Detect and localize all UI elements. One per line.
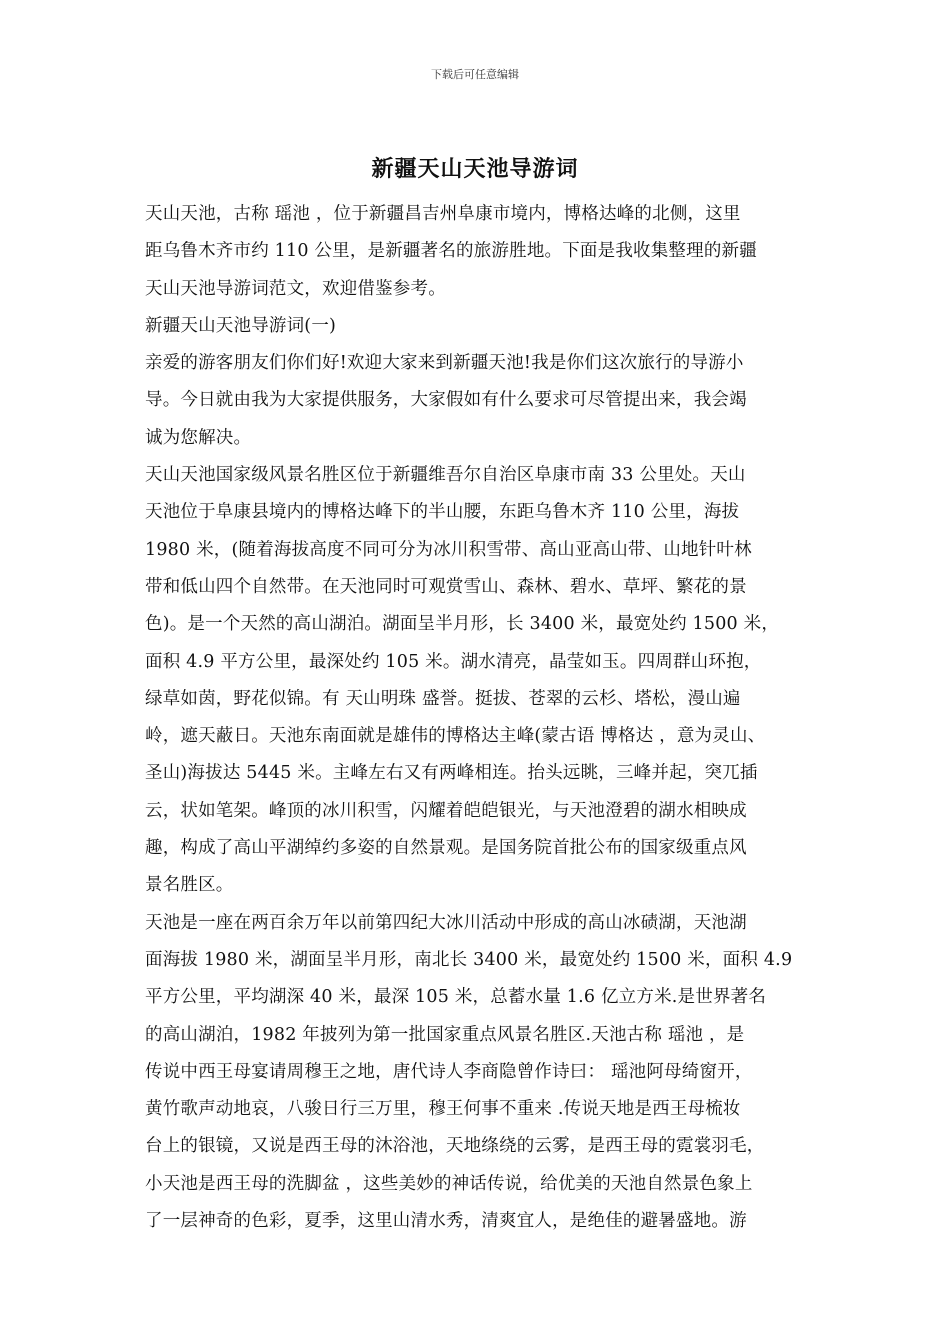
text-line: 圣山)海拔达 5445 米。主峰左右又有两峰相连。抬头远眺，三峰并起，突兀插 bbox=[145, 763, 758, 784]
text-line: 天山天池，古称 瑶池 ，位于新疆昌吉州阜康市境内，博格达峰的北侧，这里 bbox=[145, 204, 741, 224]
text-line: 岭，遮天蔽日。天池东南面就是雄伟的博格达主峰(蒙古语 博格达 ，意为灵山、 bbox=[145, 726, 766, 747]
text-line: 面海拔 1980 米，湖面呈半月形，南北长 3400 米，最宽处约 1500 米，面积 4.9 bbox=[145, 949, 793, 970]
text-line: 的高山湖泊，1982 年披列为第一批国家重点风景名胜区.天池古称 瑶池 ，是 bbox=[145, 1024, 745, 1045]
section-heading: 新疆天山天池导游词(一) bbox=[145, 315, 337, 336]
text-line: 导。今日就由我为大家提供服务，大家假如有什么要求可尽管提出来，我会竭 bbox=[145, 390, 747, 411]
text-line: 了一层神奇的色彩，夏季，这里山清水秀，清爽宜人，是绝佳的避暑盛地。游 bbox=[145, 1211, 747, 1232]
text-line: 1980 米，(随着海拔高度不同可分为冰川积雪带、高山亚高山带、山地针叶林 bbox=[145, 539, 752, 560]
text-line: 色)。是一个天然的高山湖泊。湖面呈半月形，长 3400 米，最宽处约 1500 米， bbox=[145, 614, 780, 635]
text-line: 天山天池国家级风景名胜区位于新疆维吾尔自治区阜康市南 33 公里处。天山 bbox=[145, 465, 746, 486]
text-line: 亲爱的游客朋友们你们好!欢迎大家来到新疆天池!我是你们这次旅行的导游小 bbox=[145, 353, 744, 374]
text-line: 天池是一座在两百余万年以前第四纪大冰川活动中形成的高山冰碛湖，天池湖 bbox=[145, 912, 747, 933]
text-line: 带和低山四个自然带。在天池同时可观赏雪山、森林、碧水、草坪、繁花的景 bbox=[145, 576, 747, 597]
text-line: 景名胜区。 bbox=[145, 875, 234, 896]
text-line: 平方公里，平均湖深 40 米，最深 105 米，总蓄水量 1.6 亿立方米.是世界著名 bbox=[145, 987, 767, 1008]
text-line: 小天池是西王母的洗脚盆 ，这些美妙的神话传说，给优美的天池自然景色象上 bbox=[145, 1173, 753, 1194]
text-line: 面积 4.9 平方公里，最深处约 105 米。湖水清亮，晶莹如玉。四周群山环抱， bbox=[145, 651, 762, 672]
text-line: 云，状如笔架。峰顶的冰川积雪，闪耀着皑皑银光，与天池澄碧的湖水相映成 bbox=[145, 800, 747, 821]
text-line: 天山天池导游词范文，欢迎借鉴参考。 bbox=[145, 278, 446, 299]
text-line: 黄竹歌声动地哀，八骏日行三万里，穆王何事不重来 .传说天地是西王母梳妆 bbox=[145, 1099, 741, 1120]
text-line: 天池位于阜康县境内的博格达峰下的半山腰，东距乌鲁木齐 110 公里，海拔 bbox=[145, 502, 740, 523]
page-header-note: 下载后可任意编辑 bbox=[431, 68, 519, 81]
text-line: 距乌鲁木齐市约 110 公里，是新疆著名的旅游胜地。下面是我收集整理的新疆 bbox=[145, 241, 757, 262]
text-line: 绿草如茵，野花似锦。有 天山明珠 盛誉。挺拔、苍翠的云杉、塔松，漫山遍 bbox=[145, 688, 741, 709]
document-body bbox=[145, 196, 811, 1240]
text-line: 趣，构成了高山平湖绰约多姿的自然景观。是国务院首批公布的国家级重点风 bbox=[145, 838, 747, 859]
document-title: 新疆天山天池导游词 bbox=[371, 157, 579, 182]
text-line: 传说中西王母宴请周穆王之地，唐代诗人李商隐曾作诗曰： 瑶池阿母绮窗开， bbox=[145, 1061, 753, 1082]
text-line: 台上的银镜，又说是西王母的沐浴池，天地绦绕的云雾，是西王母的霓裳羽毛， bbox=[145, 1136, 765, 1157]
text-line: 诚为您解决。 bbox=[145, 427, 252, 448]
